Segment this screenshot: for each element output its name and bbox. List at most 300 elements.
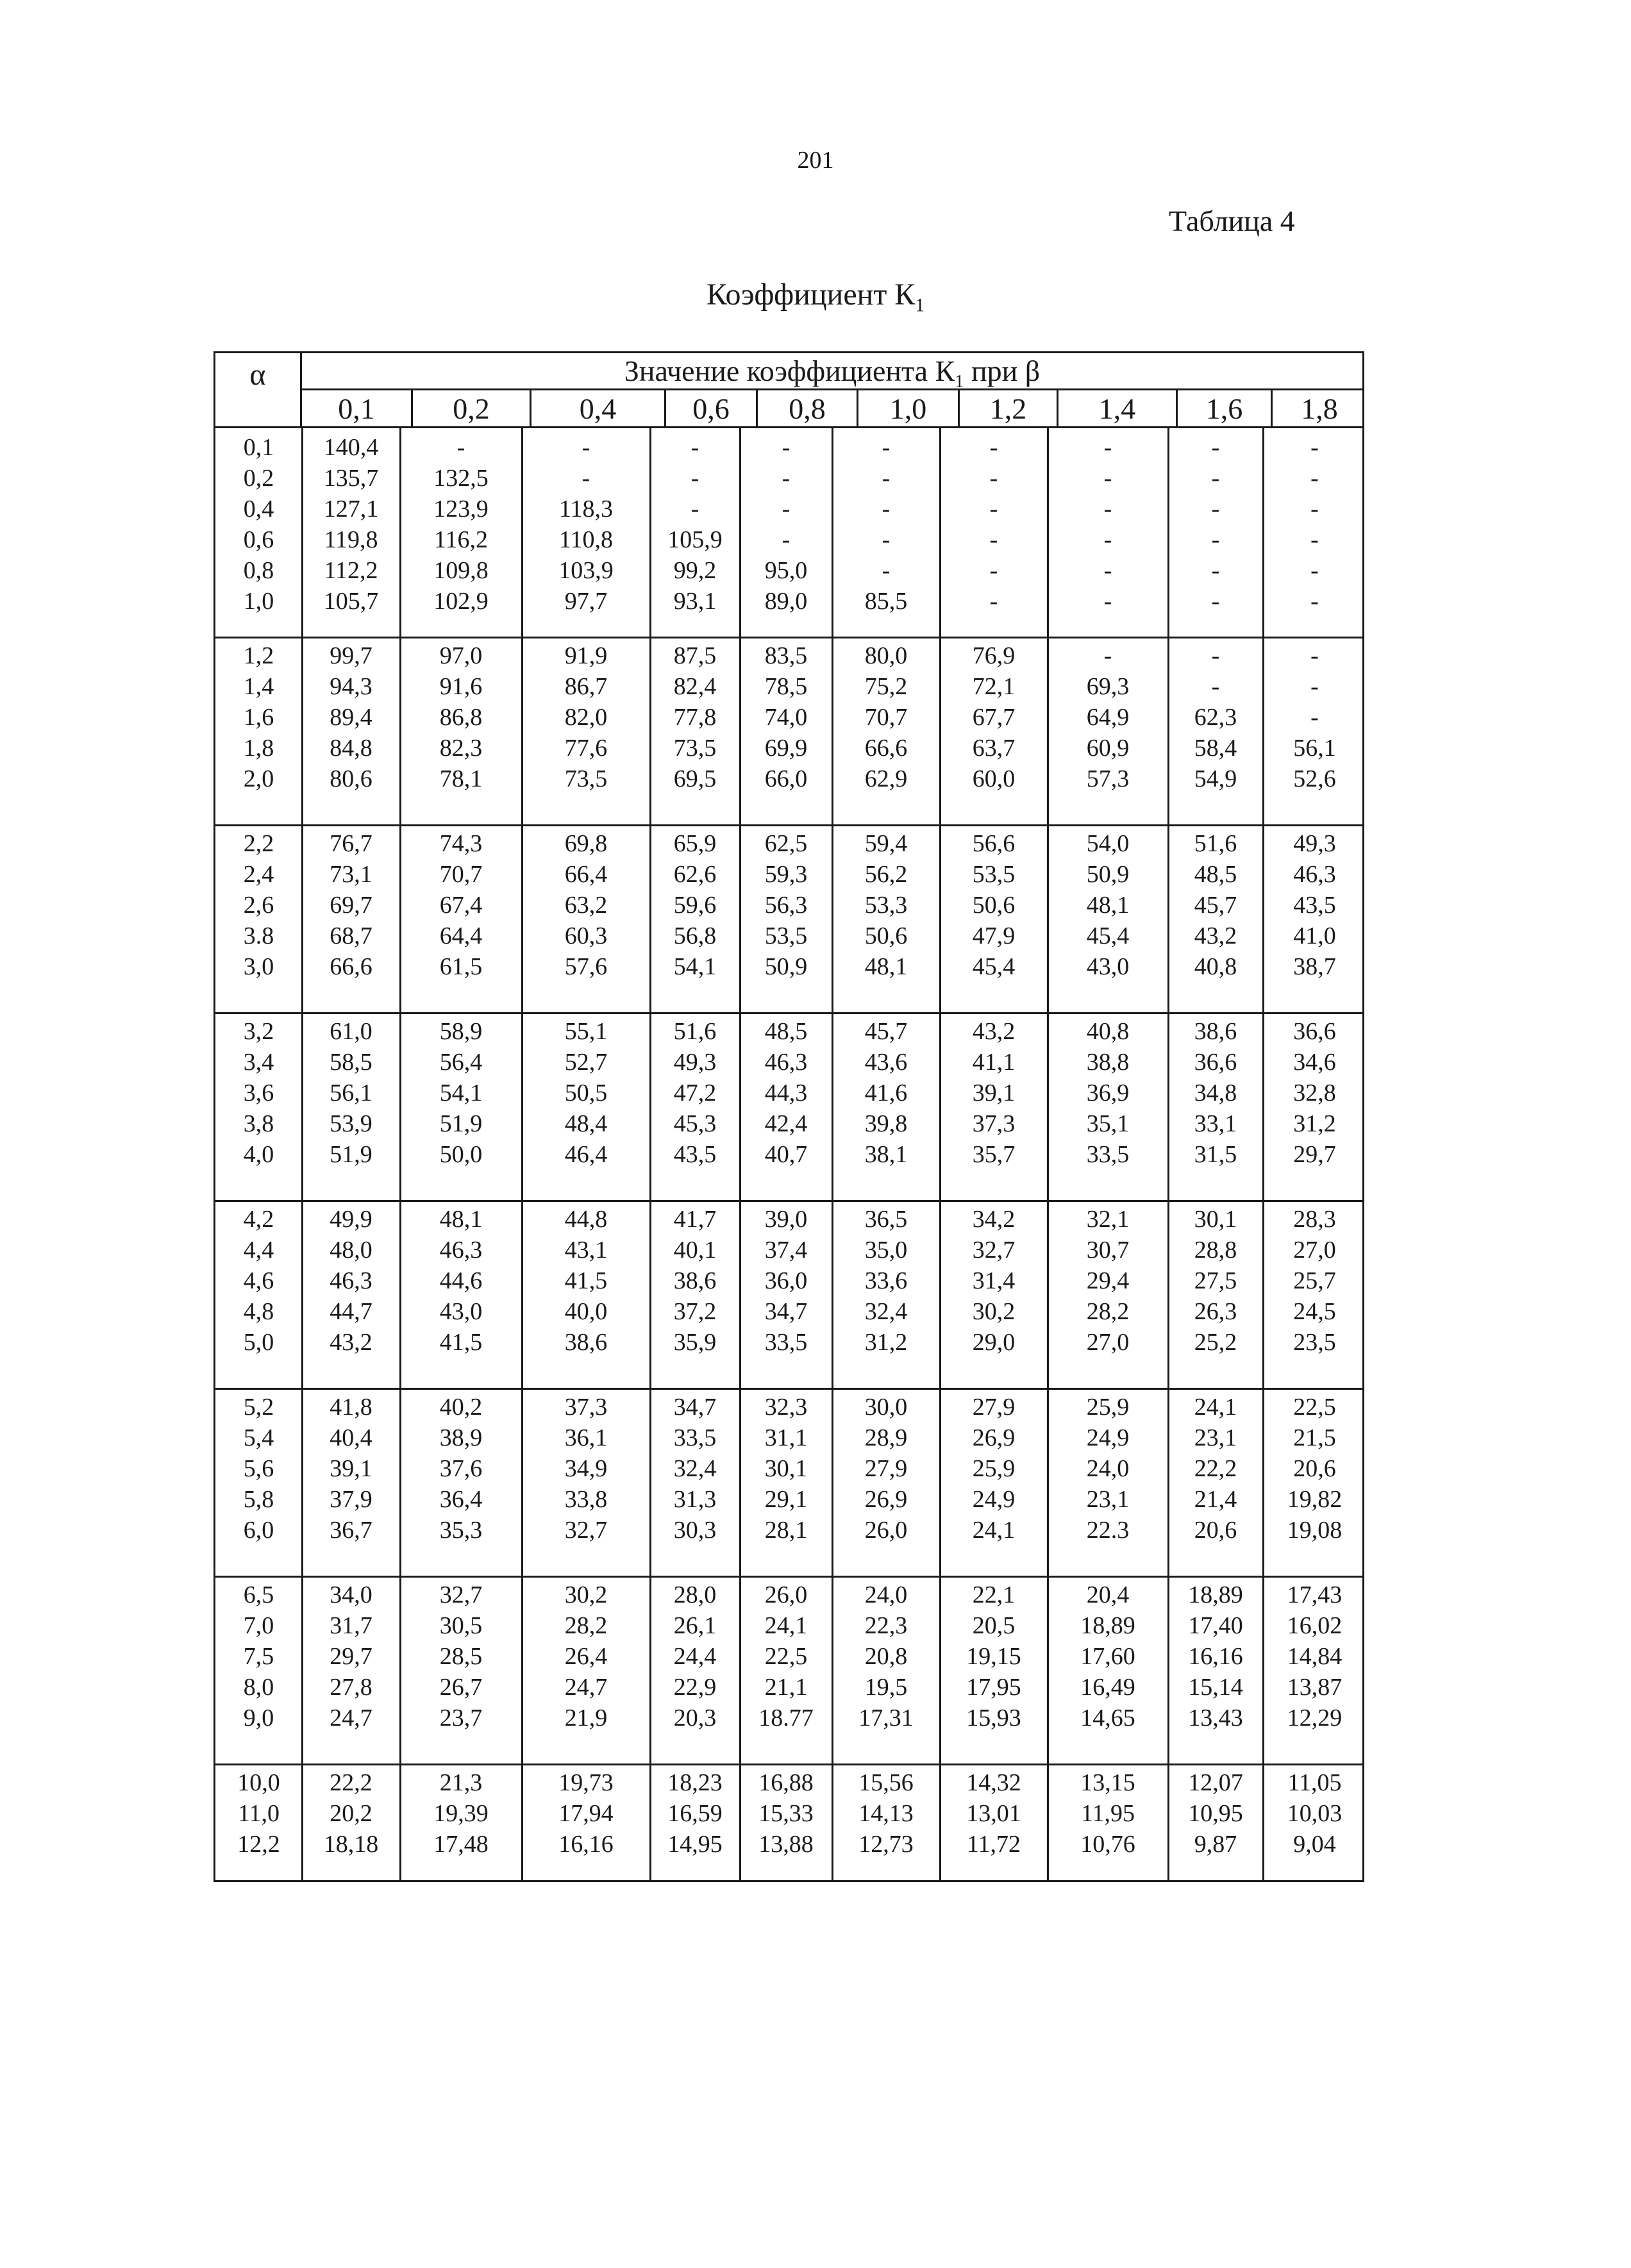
coefficient-value: - bbox=[1103, 496, 1112, 522]
coefficient-value: 56,1 bbox=[1293, 735, 1336, 762]
coefficient-value: 64,9 bbox=[1086, 704, 1130, 731]
coefficient-value: 73,5 bbox=[564, 765, 608, 792]
coefficient-value: 24,4 bbox=[673, 1643, 717, 1670]
coefficient-value: - bbox=[1103, 465, 1112, 492]
beta-header-title: Значение коэффициента $К_1$ при β bbox=[302, 353, 1362, 390]
coefficient-value: 32,7 bbox=[564, 1517, 608, 1544]
alpha-value: 4,0 bbox=[243, 1141, 274, 1168]
coefficient-value: 26,9 bbox=[972, 1424, 1016, 1451]
coefficient-value: 48,1 bbox=[439, 1206, 483, 1233]
coefficient-value: 57,6 bbox=[564, 953, 608, 980]
coefficient-value: 22,2 bbox=[1194, 1455, 1237, 1482]
coefficient-value: - bbox=[882, 434, 891, 461]
coefficient-value: 48,5 bbox=[1194, 861, 1237, 888]
coefficient-value: - bbox=[1310, 526, 1319, 553]
coefficient-value: 41,0 bbox=[1293, 922, 1336, 949]
coefficient-value: 46,3 bbox=[439, 1237, 483, 1263]
beta-col-header: 1,0 bbox=[857, 390, 958, 428]
coefficient-value: 38,6 bbox=[673, 1267, 717, 1294]
coefficient-value: 22,2 bbox=[330, 1769, 372, 1796]
group-divider bbox=[215, 1388, 1362, 1390]
coefficient-value: 31,4 bbox=[972, 1267, 1016, 1294]
coefficient-value: 32,7 bbox=[439, 1581, 483, 1608]
coefficient-value: 60,3 bbox=[564, 922, 608, 949]
coefficient-value: 61,5 bbox=[439, 953, 483, 980]
coefficient-value: 20,6 bbox=[1194, 1517, 1237, 1544]
coefficient-value: - bbox=[782, 496, 790, 522]
coefficient-value: 17,94 bbox=[558, 1800, 614, 1827]
coefficient-value: - bbox=[882, 496, 891, 522]
coefficient-value: 56,8 bbox=[673, 922, 717, 949]
coefficient-value: 37,9 bbox=[330, 1486, 372, 1513]
coefficient-value: 18,89 bbox=[1188, 1581, 1243, 1608]
beta-col-header: 1,2 bbox=[958, 390, 1057, 428]
alpha-value: 9,0 bbox=[243, 1705, 274, 1731]
coefficient-value: 31,2 bbox=[1293, 1110, 1336, 1137]
coefficient-value: 16,88 bbox=[758, 1769, 814, 1796]
coefficient-value: 99,7 bbox=[330, 642, 372, 669]
coefficient-value: 25,9 bbox=[972, 1455, 1016, 1482]
coefficient-value: - bbox=[1310, 465, 1319, 492]
coefficient-value: 97,7 bbox=[564, 588, 608, 615]
coefficient-value: 36,1 bbox=[564, 1424, 608, 1451]
coefficient-value: 30,2 bbox=[972, 1298, 1016, 1325]
coefficient-value: 73,1 bbox=[330, 861, 372, 888]
coefficient-value: 25,2 bbox=[1194, 1329, 1237, 1356]
coefficient-value: 27,9 bbox=[864, 1455, 908, 1482]
coefficient-value: - bbox=[782, 434, 790, 461]
coefficient-value: 59,6 bbox=[673, 892, 717, 919]
coefficient-value: 54,9 bbox=[1194, 765, 1237, 792]
coefficient-value: 36,0 bbox=[764, 1267, 808, 1294]
coefficient-value: 58,4 bbox=[1194, 735, 1237, 762]
coefficient-value: 40,8 bbox=[1194, 953, 1237, 980]
coefficient-value: 48,1 bbox=[864, 953, 908, 980]
coefficient-value: 54,1 bbox=[439, 1080, 483, 1106]
coefficient-value: 32,3 bbox=[764, 1394, 808, 1421]
coefficient-value: 47,9 bbox=[972, 922, 1016, 949]
coefficient-value: 43,5 bbox=[673, 1141, 717, 1168]
coefficient-value: 22,5 bbox=[1293, 1394, 1336, 1421]
coefficient-value: 33,5 bbox=[1086, 1141, 1130, 1168]
alpha-value: 6,5 bbox=[243, 1581, 274, 1608]
alpha-value: 10,0 bbox=[237, 1769, 280, 1796]
group-divider bbox=[215, 1576, 1362, 1578]
coefficient-value: 123,9 bbox=[433, 496, 489, 522]
coefficient-value: 63,2 bbox=[564, 892, 608, 919]
coefficient-value: 41,5 bbox=[564, 1267, 608, 1294]
alpha-value: 4,6 bbox=[243, 1267, 274, 1294]
coefficient-value: 65,9 bbox=[673, 830, 717, 857]
coefficient-value: 50,6 bbox=[864, 922, 908, 949]
beta-col-header: 1,4 bbox=[1057, 390, 1176, 428]
alpha-value: 7,5 bbox=[243, 1643, 274, 1670]
coefficient-value: 74,3 bbox=[439, 830, 483, 857]
coefficient-value: 127,1 bbox=[323, 496, 379, 522]
coefficient-value: - bbox=[1310, 496, 1319, 522]
table-caption: Коэффициент $К_1$ bbox=[706, 278, 925, 316]
coefficient-value: 49,3 bbox=[1293, 830, 1336, 857]
coefficient-value: 50,9 bbox=[1086, 861, 1130, 888]
coefficient-value: 35,9 bbox=[673, 1329, 717, 1356]
coefficient-value: 38,6 bbox=[564, 1329, 608, 1356]
coefficient-value: 18,23 bbox=[667, 1769, 723, 1796]
coefficient-value: 60,9 bbox=[1086, 735, 1130, 762]
coefficient-value: 103,9 bbox=[558, 557, 614, 584]
coefficient-value: - bbox=[1310, 704, 1319, 731]
coefficient-value: 30,1 bbox=[1194, 1206, 1237, 1233]
coefficient-value: 89,0 bbox=[764, 588, 808, 615]
coefficient-value: 13,43 bbox=[1188, 1705, 1243, 1731]
coefficient-value: 74,0 bbox=[764, 704, 808, 731]
coefficient-value: 46,3 bbox=[330, 1267, 372, 1294]
coefficient-value: - bbox=[1103, 434, 1112, 461]
coefficient-value: - bbox=[581, 465, 590, 492]
coefficient-value: 24,7 bbox=[330, 1705, 372, 1731]
coefficient-value: - bbox=[989, 465, 998, 492]
coefficient-value: 33,5 bbox=[673, 1424, 717, 1451]
coefficient-value: 39,0 bbox=[764, 1206, 808, 1233]
coefficient-value: 32,4 bbox=[864, 1298, 908, 1325]
coefficient-value: 20,3 bbox=[673, 1705, 717, 1731]
coefficient-value: 18,89 bbox=[1080, 1612, 1135, 1639]
coefficient-value: 34,2 bbox=[972, 1206, 1016, 1233]
coefficient-value: 84,8 bbox=[330, 735, 372, 762]
alpha-value: 2,6 bbox=[243, 892, 274, 919]
coefficient-value: 69,8 bbox=[564, 830, 608, 857]
coefficient-value: 43,2 bbox=[1194, 922, 1237, 949]
coefficient-value: 19,5 bbox=[864, 1674, 908, 1701]
coefficient-value: 24,7 bbox=[564, 1674, 608, 1701]
coefficient-value: 99,2 bbox=[673, 557, 717, 584]
coefficient-value: 30,0 bbox=[864, 1394, 908, 1421]
coefficient-value: - bbox=[989, 434, 998, 461]
coefficient-value: 23,7 bbox=[439, 1705, 483, 1731]
coefficient-value: - bbox=[1211, 588, 1220, 615]
coefficient-value: 29,7 bbox=[330, 1643, 372, 1670]
coefficient-value: 67,7 bbox=[972, 704, 1016, 731]
coefficient-value: 53,5 bbox=[764, 922, 808, 949]
coefficient-value: 28,9 bbox=[864, 1424, 908, 1451]
coefficient-value: - bbox=[782, 526, 790, 553]
coefficient-value: 105,7 bbox=[323, 588, 379, 615]
coefficient-value: - bbox=[690, 496, 699, 522]
coefficient-value: 56,2 bbox=[864, 861, 908, 888]
coefficient-value: 40,4 bbox=[330, 1424, 372, 1451]
coefficient-value: 15,33 bbox=[758, 1800, 814, 1827]
coefficient-value: 13,87 bbox=[1287, 1674, 1342, 1701]
coefficient-value: 80,0 bbox=[864, 642, 908, 669]
alpha-value: 0,4 bbox=[243, 496, 274, 522]
coefficient-value: 25,9 bbox=[1086, 1394, 1130, 1421]
coefficient-value: 30,3 bbox=[673, 1517, 717, 1544]
coefficient-value: 32,1 bbox=[1086, 1206, 1130, 1233]
coefficient-value: 27,0 bbox=[1086, 1329, 1130, 1356]
coefficient-value: 59,3 bbox=[764, 861, 808, 888]
coefficient-value: 82,4 bbox=[673, 673, 717, 700]
coefficient-value: 62,3 bbox=[1194, 704, 1237, 731]
alpha-value: 7,0 bbox=[243, 1612, 274, 1639]
alpha-value: 0,8 bbox=[243, 557, 274, 584]
coefficient-value: 116,2 bbox=[433, 526, 489, 553]
coefficient-value: 77,6 bbox=[564, 735, 608, 762]
coefficient-value: 24,9 bbox=[1086, 1424, 1130, 1451]
coefficient-value: 54,1 bbox=[673, 953, 717, 980]
coefficient-value: 35,0 bbox=[864, 1237, 908, 1263]
coefficient-value: 31,5 bbox=[1194, 1141, 1237, 1168]
alpha-value: 5,8 bbox=[243, 1486, 274, 1513]
coefficient-value: 19,82 bbox=[1287, 1486, 1342, 1513]
coefficient-value: 19,15 bbox=[966, 1643, 1021, 1670]
coefficient-value: 11,72 bbox=[966, 1831, 1021, 1858]
coefficient-value: 22,1 bbox=[972, 1581, 1016, 1608]
coefficient-value: 28,3 bbox=[1293, 1206, 1336, 1233]
coefficient-value: 29,7 bbox=[1293, 1141, 1336, 1168]
coefficient-value: 50,9 bbox=[764, 953, 808, 980]
coefficient-value: 27,9 bbox=[972, 1394, 1016, 1421]
coefficient-value: 23,5 bbox=[1293, 1329, 1336, 1356]
coefficient-value: - bbox=[1211, 557, 1220, 584]
alpha-value: 0,1 bbox=[243, 434, 274, 461]
coefficient-value: - bbox=[1211, 642, 1220, 669]
coefficient-value: 53,3 bbox=[864, 892, 908, 919]
coefficient-value: 11,05 bbox=[1287, 1769, 1342, 1796]
coefficient-value: - bbox=[456, 434, 465, 461]
coefficient-value: 14,95 bbox=[667, 1831, 723, 1858]
coefficient-value: 36,5 bbox=[864, 1206, 908, 1233]
coefficient-value: 34,7 bbox=[764, 1298, 808, 1325]
coefficient-value: - bbox=[989, 496, 998, 522]
coefficient-value: 12,29 bbox=[1287, 1705, 1342, 1731]
coefficient-value: 69,5 bbox=[673, 765, 717, 792]
coefficient-value: 69,9 bbox=[764, 735, 808, 762]
group-divider bbox=[215, 1012, 1362, 1014]
coefficient-value: 28,1 bbox=[764, 1517, 808, 1544]
coefficient-value: 16,16 bbox=[558, 1831, 614, 1858]
coefficient-value: - bbox=[581, 434, 590, 461]
coefficient-value: 41,1 bbox=[972, 1049, 1016, 1076]
alpha-value: 5,6 bbox=[243, 1455, 274, 1482]
beta-col-header: 1,6 bbox=[1176, 390, 1271, 428]
coefficient-value: 22,3 bbox=[864, 1612, 908, 1639]
alpha-value: 3,8 bbox=[243, 1110, 274, 1137]
beta-col-header: 0,2 bbox=[411, 390, 530, 428]
coefficient-value: 44,6 bbox=[439, 1267, 483, 1294]
coefficient-value: 82,0 bbox=[564, 704, 608, 731]
coefficient-value: 56,1 bbox=[330, 1080, 372, 1106]
coefficient-value: 37,3 bbox=[564, 1394, 608, 1421]
coefficient-value: 34,6 bbox=[1293, 1049, 1336, 1076]
alpha-value: 11,0 bbox=[237, 1800, 280, 1827]
coefficient-value: - bbox=[1310, 557, 1319, 584]
coefficient-value: 119,8 bbox=[324, 526, 378, 553]
page-number: 201 bbox=[797, 147, 834, 174]
coefficient-value: - bbox=[1310, 673, 1319, 700]
coefficient-value: 38,8 bbox=[1086, 1049, 1130, 1076]
coefficient-value: - bbox=[1211, 673, 1220, 700]
coefficient-value: 14,84 bbox=[1287, 1643, 1342, 1670]
coefficient-value: 28,5 bbox=[439, 1643, 483, 1670]
coefficient-value: - bbox=[882, 526, 891, 553]
coefficient-value: 15,14 bbox=[1188, 1674, 1243, 1701]
alpha-value: 12,2 bbox=[237, 1831, 280, 1858]
beta-col-header: 1,8 bbox=[1271, 390, 1366, 428]
coefficient-value: 26,7 bbox=[439, 1674, 483, 1701]
coefficient-value: 46,3 bbox=[764, 1049, 808, 1076]
coefficient-value: 45,7 bbox=[864, 1018, 908, 1045]
coefficient-value: 48,4 bbox=[564, 1110, 608, 1137]
coefficient-value: 22,5 bbox=[764, 1643, 808, 1670]
coefficient-value: 36,4 bbox=[439, 1486, 483, 1513]
coefficient-value: 34,0 bbox=[330, 1581, 372, 1608]
coefficient-value: 30,1 bbox=[764, 1455, 808, 1482]
beta-col-header: 0,6 bbox=[664, 390, 756, 428]
coefficient-value: 45,7 bbox=[1194, 892, 1237, 919]
coefficient-value: 33,5 bbox=[764, 1329, 808, 1356]
coefficient-value: 41,5 bbox=[439, 1329, 483, 1356]
coefficient-value: - bbox=[1103, 588, 1112, 615]
coefficient-value: - bbox=[882, 465, 891, 492]
coefficient-value: 22,9 bbox=[673, 1674, 717, 1701]
coefficient-value: 57,3 bbox=[1086, 765, 1130, 792]
coefficient-value: 70,7 bbox=[439, 861, 483, 888]
coefficient-value: 44,8 bbox=[564, 1206, 608, 1233]
coefficient-value: 68,7 bbox=[330, 922, 372, 949]
alpha-value: 6,0 bbox=[243, 1517, 274, 1544]
coefficient-value: 51,9 bbox=[330, 1141, 372, 1168]
coefficient-value: 34,7 bbox=[673, 1394, 717, 1421]
coefficient-value: 91,9 bbox=[564, 642, 608, 669]
coefficient-value: 43,6 bbox=[864, 1049, 908, 1076]
coefficient-value: 56,6 bbox=[972, 830, 1016, 857]
coefficient-value: 23,1 bbox=[1086, 1486, 1130, 1513]
coefficient-value: 33,6 bbox=[864, 1267, 908, 1294]
coefficient-value: 37,3 bbox=[972, 1110, 1016, 1137]
coefficient-value: - bbox=[1211, 465, 1220, 492]
alpha-value: 5,4 bbox=[243, 1424, 274, 1451]
coefficient-value: 10,76 bbox=[1080, 1831, 1135, 1858]
coefficient-value: - bbox=[989, 557, 998, 584]
coefficient-value: 24,1 bbox=[1194, 1394, 1237, 1421]
alpha-value: 5,0 bbox=[243, 1329, 274, 1356]
coefficient-value: 20,2 bbox=[330, 1800, 372, 1827]
coefficient-value: 16,16 bbox=[1188, 1643, 1243, 1670]
alpha-value: 2,0 bbox=[243, 765, 274, 792]
coefficient-value: 140,4 bbox=[323, 434, 379, 461]
coefficient-value: 13,88 bbox=[758, 1831, 814, 1858]
coefficient-value: 37,6 bbox=[439, 1455, 483, 1482]
coefficient-value: 59,4 bbox=[864, 830, 908, 857]
coefficient-value: 49,9 bbox=[330, 1206, 372, 1233]
coefficient-value: 34,9 bbox=[564, 1455, 608, 1482]
coefficient-value: - bbox=[1310, 588, 1319, 615]
coefficient-value: 33,8 bbox=[564, 1486, 608, 1513]
coefficient-value: 51,9 bbox=[439, 1110, 483, 1137]
coefficient-value: 24,1 bbox=[972, 1517, 1016, 1544]
coefficient-value: 27,5 bbox=[1194, 1267, 1237, 1294]
coefficient-value: 43,2 bbox=[972, 1018, 1016, 1045]
coefficient-value: 20,6 bbox=[1293, 1455, 1336, 1482]
coefficient-value: 97,0 bbox=[439, 642, 483, 669]
coefficient-value: 38,7 bbox=[1293, 953, 1336, 980]
coefficient-value: 10,03 bbox=[1287, 1800, 1342, 1827]
coefficient-value: - bbox=[882, 557, 891, 584]
coefficient-value: 69,3 bbox=[1086, 673, 1130, 700]
coefficient-value: - bbox=[690, 434, 699, 461]
alpha-value: 1,8 bbox=[243, 735, 274, 762]
coefficient-value: 132,5 bbox=[433, 465, 489, 492]
alpha-value: 3.8 bbox=[243, 922, 274, 949]
alpha-value: 8,0 bbox=[243, 1674, 274, 1701]
coefficient-value: - bbox=[1103, 557, 1112, 584]
coefficient-value: 12,07 bbox=[1188, 1769, 1243, 1796]
coefficient-value: 16,49 bbox=[1080, 1674, 1135, 1701]
coefficient-value: - bbox=[1211, 526, 1220, 553]
coefficient-value: 50,0 bbox=[439, 1141, 483, 1168]
coefficient-value: 36,9 bbox=[1086, 1080, 1130, 1106]
coefficient-value: 73,5 bbox=[673, 735, 717, 762]
coefficient-value: 14,32 bbox=[966, 1769, 1021, 1796]
coefficient-value: 26,9 bbox=[864, 1486, 908, 1513]
beta-col-header: 0,4 bbox=[530, 390, 664, 428]
coefficient-value: 41,6 bbox=[864, 1080, 908, 1106]
coefficient-value: 43,0 bbox=[1086, 953, 1130, 980]
coefficient-value: 21,4 bbox=[1194, 1486, 1237, 1513]
coefficient-value: 48,5 bbox=[764, 1018, 808, 1045]
coefficient-value: 61,0 bbox=[330, 1018, 372, 1045]
coefficient-value: 20,4 bbox=[1086, 1581, 1130, 1608]
coefficient-value: 26,0 bbox=[764, 1581, 808, 1608]
coefficient-value: 10,95 bbox=[1188, 1800, 1243, 1827]
coefficient-value: 11,95 bbox=[1080, 1800, 1135, 1827]
coefficient-value: - bbox=[1103, 526, 1112, 553]
coefficient-value: 21,9 bbox=[564, 1705, 608, 1731]
coefficient-value: 112,2 bbox=[324, 557, 378, 584]
coefficient-value: 110,8 bbox=[558, 526, 614, 553]
alpha-value: 2,2 bbox=[243, 830, 274, 857]
coefficient-value: 105,9 bbox=[667, 526, 723, 553]
coefficient-value: - bbox=[782, 465, 790, 492]
coefficient-value: 35,1 bbox=[1086, 1110, 1130, 1137]
coefficient-value: 15,93 bbox=[966, 1705, 1021, 1731]
coefficient-value: 29,1 bbox=[764, 1486, 808, 1513]
coefficient-value: 16,02 bbox=[1287, 1612, 1342, 1639]
coefficient-value: 87,5 bbox=[673, 642, 717, 669]
coefficient-value: 17,40 bbox=[1188, 1612, 1243, 1639]
coefficient-value: 44,3 bbox=[764, 1080, 808, 1106]
coefficient-value: 135,7 bbox=[323, 465, 379, 492]
coefficient-value: 45,3 bbox=[673, 1110, 717, 1137]
coefficient-value: 52,6 bbox=[1293, 765, 1336, 792]
coefficient-value: 76,9 bbox=[972, 642, 1016, 669]
coefficient-value: 36,7 bbox=[330, 1517, 372, 1544]
coefficient-value: 40,8 bbox=[1086, 1018, 1130, 1045]
coefficient-value: 26,4 bbox=[564, 1643, 608, 1670]
coefficient-value: 17,48 bbox=[433, 1831, 489, 1858]
coefficient-value: 42,4 bbox=[764, 1110, 808, 1137]
coefficient-value: 45,4 bbox=[972, 953, 1016, 980]
coefficient-value: 51,6 bbox=[1194, 830, 1237, 857]
alpha-value: 0,2 bbox=[243, 465, 274, 492]
coefficient-value: 21,3 bbox=[439, 1769, 483, 1796]
coefficient-value: 9,87 bbox=[1194, 1831, 1237, 1858]
coefficient-value: 24,1 bbox=[764, 1612, 808, 1639]
coefficient-value: 26,0 bbox=[864, 1517, 908, 1544]
coefficient-value: 77,8 bbox=[673, 704, 717, 731]
coefficient-value: 78,1 bbox=[439, 765, 483, 792]
coefficient-value: 39,1 bbox=[330, 1455, 372, 1482]
alpha-value: 3,6 bbox=[243, 1080, 274, 1106]
